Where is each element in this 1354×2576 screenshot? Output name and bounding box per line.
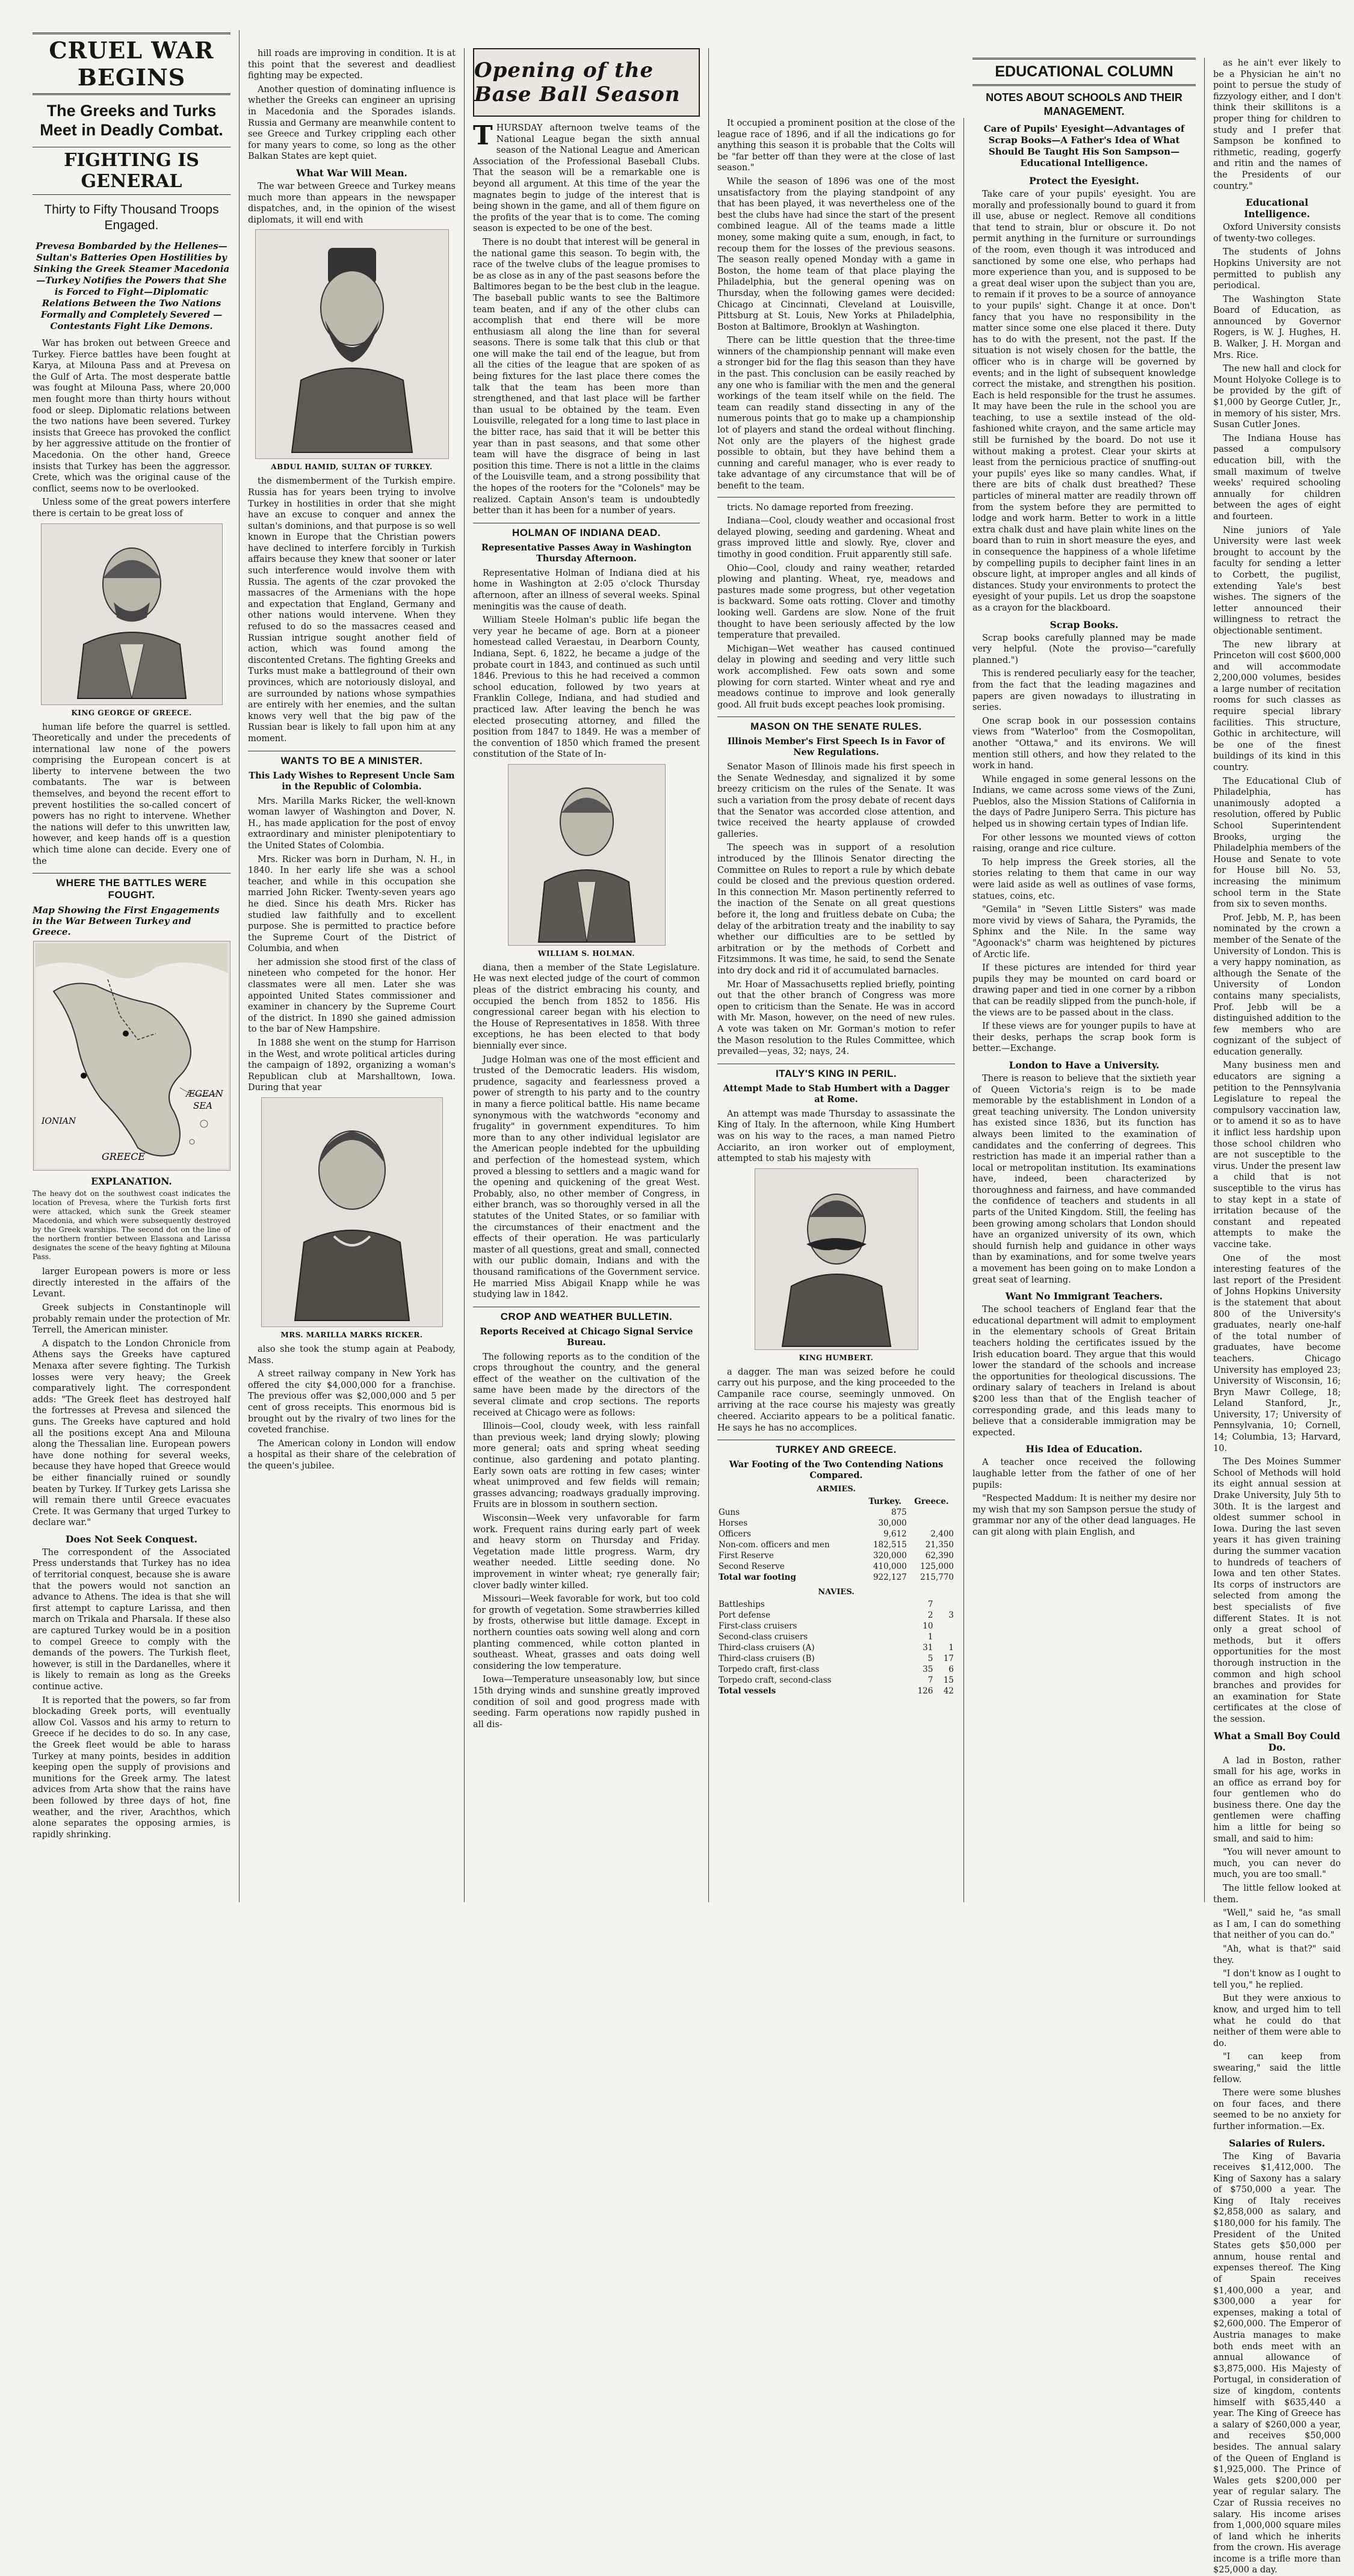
portrait-holman (508, 764, 666, 946)
table-cell-label: Third-class cruisers (B) (717, 1653, 905, 1664)
navies-table (717, 1599, 955, 1696)
head-crop-weather: CROP AND WEATHER BULLETIN. (473, 1307, 700, 1323)
table-cell-greece: 62,390 (908, 1550, 955, 1561)
paragraph: There is reason to believe that the sixtieth year of Queen Victoria's reign is to be made memorable by the establishment in London of a great teaching university. The London university has existed since 1836, but its function has always been limited to the examination of candidates and the conferring of degrees. This restriction has made it an imperial rather than a local or metropolitan institution. Its examinations have, indeed, been characterized by thoroughness and fairness, and have commanded the confidence of teachers and students in all parts of the United Kingdom. Still, the feeling has been growing among scholars that London should have an organized university of its own, which should furnish help and guidance in other ways than by examinations, and for some twelve years a movement has been going on to make London a great seat of learning. (972, 1073, 1196, 1286)
table-cell-turkey: 182,515 (862, 1539, 908, 1550)
paragraph: The Des Moines Summer School of Methods will hold its eight annual session at Drake University, July 5th to 30th. It is the largest and oldest summer school in Iowa. During the last seven years it has given training during the summer vacation to hundreds of teachers of Iowa and ten other States. Its corps of instructors are selected from among the best specialists of five different States. It is not only a great school of methods, but it offers opportunities for the most thorough instruction in the common and high school branches and provides for an examination for State certificates at the close of the session. (1213, 1456, 1341, 1725)
paragraph: "Gemila" in "Seven Little Sisters" was made more vivid by views of Sahara, the Pyramids, the Sphinx and the Nile. In the same way "Agoonack's" charm was heightened by pictures of Arctic life. (972, 904, 1196, 960)
table-row (717, 1632, 955, 1642)
paragraph: hill roads are improving in condition. It is at this point that the severest and deadliest fighting may be expected. (248, 48, 456, 82)
map-label: GREECE (102, 1151, 145, 1162)
deck-minister: This Lady Wishes to Represent Uncle Sam in the Republic of Colombia. (248, 771, 456, 792)
portrait-illustration-icon (66, 530, 198, 698)
table-cell-greece (908, 1518, 955, 1529)
paragraph: The Indiana House has passed a compulsory education bill, with the small maximum of twelve weeks' required schooling annually for children between the ages of eight and fourteen. (1213, 433, 1341, 523)
total-turkey: 922,127 (862, 1572, 908, 1583)
paragraph: Nine juniors of Yale University were last week brought to account by the faculty for sending a letter to Corbett, the pugilist, extending Yale's best wishes. The signers of the letter announced their willingness to retract the objectionable sentiment. (1213, 525, 1341, 637)
table-col-turkey: Turkey. (862, 1496, 908, 1507)
portrait-king-humbert (755, 1168, 918, 1350)
paragraph: If these views are for younger pupils to have at their desks, perhaps the scrap book form is better.—Exchange. (972, 1021, 1196, 1055)
head-where-battles: WHERE THE BATTLES WERE FOUGHT. (32, 873, 230, 901)
head-holman: HOLMAN OF INDIANA DEAD. (473, 523, 700, 539)
portrait-abdul-hamid (255, 229, 449, 459)
paragraph: Illinois—Cool, cloudy week, with less rainfall than previous week; land drying slowly; plowing more general; oats and spring wheat seeding continue, also gardening and potato planting. Early sown oats are rotting in few cases; winter wheat unimproved and few fields will remain; grasses advancing; roadways gradually improving. Fruits are in blossom in southern section. (473, 1421, 700, 1511)
paragraph: The American colony in London will endow a hospital as their share of the celebration of the queen's jubilee. (248, 1438, 456, 1472)
map-explanation: The heavy dot on the southwest coast indicates the location of Prevesa, where the Turkish forts first were attacked, which sunk the Greek steamer Macedonia, and which were subsequently destroyed by the Greek warships. The second dot on the line of the northern frontier between Elassona and Larissa designates the scene of the heavy fighting at Milouna Pass. (32, 1189, 230, 1262)
paragraph: Mrs. Ricker was born in Durham, N. H., in 1840. In her early life she was a school teacher, and while in this occupation she married John Ricker. Twenty-seven years ago he died. Since his death Mrs. Ricker has studied law faithfully and to excellent purpose. She is permitted to practice before the Supreme Court of the District of Columbia, and when (248, 854, 456, 955)
headline-cruel-war: CRUEL WAR BEGINS (32, 32, 230, 95)
map-greece-turkey (33, 941, 230, 1171)
head-salaries: Salaries of Rulers. (1213, 2137, 1341, 2149)
deck-turkey-greece: War Footing of the Two Contending Nations Compared. (717, 1459, 955, 1481)
table-cell-greece: 3 (934, 1610, 955, 1621)
paragraph: An attempt was made Thursday to assassinate the King of Italy. In the afternoon, while King Humbert was on his way to the races, a man named Pietro Acciarito, an iron worker out of employment, attempted to stab his majesty with (717, 1109, 955, 1165)
table-cell-turkey: 35 (905, 1664, 934, 1675)
portrait-illustration-icon (527, 768, 647, 942)
paragraph: The King of Bavaria receives $1,412,000. The King of Saxony has a salary of $750,000 a year. The King of Italy receives $2,858,000 as salary, and $180,000 for his family. The President of the United States gets $50,000 per annum, house rental and expenses thereof. The King of Spain receives $1,400,000 a year, and $300,000 a year for expenses, making a total of $2,600,000. The Emperor of Austria manages to make both ends meet with an annual allowance of $3,875,000. His Majesty of Portugal, in consideration of size of kingdom, contents himself with $635,440 a year. The King of Greece has a salary of $260,000 a year, and receives $50,000 besides. The annual salary of the Queen of England is $1,925,000. The Prince of Wales gets $200,000 per year of regular salary. The Czar of Russia receives no salary. His income arises from 1,000,000 square miles of land which he inherits from the crown. His average income is a trifle more than $25,000 a day. (1213, 2151, 1341, 2576)
table-cell-greece: 125,000 (908, 1561, 955, 1572)
paragraph: Senator Mason of Illinois made his first speech in the Senate Wednesday, and signalized it by some breezy criticism on the rules of the Senate. It was such a variation from the prosy debate of recent days that the Senator was accorded close attention, and twice received the hearty applause of crowded galleries. (717, 762, 955, 840)
paragraph: One of the most interesting features of the last report of the President of Johns Hopkins University is the statement that about 800 of the University's graduates, nearly one-half of the total number of graduates, have become teachers. Chicago University has employed 23; University of Wisconsin, 16; Bryn Mawr College, 18; Leland Stanford, Jr., University, 17; University of Pennsylvania, 10; Cornell, 14; Columbia, 13; Harvard, 10. (1213, 1253, 1341, 1455)
paragraph: The school teachers of England fear that the educational department will admit to employment in the elementary schools of Great Britain teachers holding the certificates issued by the Irish education board. They argue that this would lower the standard of the schools and increase the opportunities for theological discussions. The ordinary salary of teachers in Ireland is about $200 less than that of the English teacher of corresponding grade, and this leads many to believe that a considerable immigration may be expected. (972, 1304, 1196, 1438)
portrait-king-george (41, 523, 223, 705)
deck-mason: Illinois Member's First Speech Is in Favor of New Regulations. (717, 736, 955, 758)
column-3 (465, 48, 709, 1902)
table-cell-turkey: 9,612 (862, 1529, 908, 1539)
armies-table (717, 1496, 955, 1583)
table-row (717, 1642, 955, 1653)
paragraph: The war between Greece and Turkey means much more than appears in the newspaper dispatches, and, in the opinion of the wisest diplomats, it will end with (248, 181, 456, 226)
table-cell-greece: 17 (934, 1653, 955, 1664)
table-cell-greece: 6 (934, 1664, 955, 1675)
paragraph: Michigan—Wet weather has caused continued delay in plowing and seeding and very little such work accomplished. Few oats sown and some plowing for corn started. Winter wheat and rye and meadows continue to improve and look generally good. All fruit buds except peaches look promising. (717, 644, 955, 711)
table-cell-greece: 2,400 (908, 1529, 955, 1539)
table-cell-label: Second-class cruisers (717, 1632, 905, 1642)
paragraph: The Educational Club of Philadelphia, has unanimously adopted a resolution, offered by Public School Superintendent Brooks, urging the Philadelphia members of the House and Senate to vote for House bill No. 53, increasing the minimum school term in the State from six to seven months. (1213, 776, 1341, 910)
deck-crop-weather: Reports Received at Chicago Signal Service Bureau. (473, 1327, 700, 1348)
subhead-greeks-turks: The Greeks and Turks Meet in Deadly Combat. (32, 101, 230, 140)
table-cell-turkey: 1 (905, 1632, 934, 1642)
deck-holman: Representative Passes Away in Washington Thursday Afternoon. (473, 543, 700, 564)
table-cell-greece: 15 (934, 1675, 955, 1686)
paragraph: The speech was in support of a resolution introduced by the Illinois Senator directing the Committee on Rules to report a rule by which debate could be closed and the previous question ordered. In this connection Mr. Mason pertinently referred to the inaction of the Senate on all great questions before it, the long and fruitless debate on Cuba; the delay of the arbitration treaty and the inability to say whether our difficulties are to be settled by arbitration or by the methods of Corbett and Fitzsimmons. It was time, he said, to send the Senate into dry dock and rid it of accumulated barnacles. (717, 842, 955, 976)
paragraph: Take care of your pupils' eyesight. You are morally and professionally bound to guard it from ill use, abuse or neglect. Remove all conditions that tend to strain, blur or obscure it. Do not permit anything in the furniture or surroundings of the room, even though it was introduced and sanctioned by some one else, who perhaps had more experience than you, and is supposed to be a great deal wiser upon the subject than you are, to remain if it proves to be a source of annoyance to your pupils' sight. Change it at once. Don't fancy that you have no responsibility in the matter since some one else placed it there. Duty has to do with the present, not the past. If the situation is not wisely chosen for the battle, the officer who is in charge will be governed by events; and in the light of subsequent knowledge correct the mistake, and strengthen his position. Each is held responsible for the trust he assumes. It may have been the rule in the school you are teaching, to use a sextile instead of the old-fashioned white crayon, and the same article may still be furnished by the board. Do not use it without making a protest. Clear your skirts at least from the pernicious practice of snuffing-out your pupils' eyes like so many candles. What, if there are bits of chalk dust breathed? These particles of mineral matter are readily thrown off from the system before they are permitted to lodge and work harm. Better to work in a little extra chalk dust and have plain white lines on the board than to ruin in short measure the eyes, and in consequence the happiness of a whole lifetime by compelling pupils to decipher faint lines in an obscure light, at improper angles and all kinds of distances. Study your environments to protect the eyesight of your pupils. Let us drop the soapstone as a crayon for the blackboard. (972, 189, 1196, 614)
paragraph: "Respected Maddum: It is neither my desire nor my wish that my son Sampson persue the study of grammar nor any of the other dead languages. He can git along with plain English, and (972, 1493, 1196, 1538)
paragraph: War has broken out between Greece and Turkey. Fierce battles have been fought at Karya, at Milouna Pass and at Prevesa on the Gulf of Arta. The most desperate battle was fought at Milouna Pass, where 20,000 men fought more than thirty hours without food or sleep. Diplomatic relations between the two nations have been severed. Turkey insists that Greece has provoked the conflict by her aggressive attitude on the frontier of Macedonia. On the other hand, Greece insists that Turkey has been the aggressor. Crete, which was the original cause of the conflict, seems now to be overlooked. (32, 338, 230, 495)
paragraph: It is reported that the powers, so far from blockading Greek ports, will eventually allow Col. Vassos and his army to return to Greece if he decides to do so. In any case, the Greek fleet would be able to harass Turkey at many points, besides in addition keeping open the supply of provisions and munitions for the Greek army. The latest advices from Arta show that the rains have been followed by three days of hot, fine weather, and the river, Arachthos, which alone separates the opposing armies, is rapidly shrinking. (32, 1695, 230, 1841)
navies-head: NAVIES. (717, 1588, 955, 1597)
table-cell-turkey: 2 (905, 1610, 934, 1621)
table-cell-label: Battleships (717, 1599, 905, 1610)
head-small-boy: What a Small Boy Could Do. (1213, 1730, 1341, 1753)
table-cell-turkey: 7 (905, 1599, 934, 1610)
table-cell-label: Non-com. officers and men (717, 1539, 862, 1550)
total-label: Total vessels (717, 1686, 905, 1696)
table-cell-label: Port defense (717, 1610, 905, 1621)
paragraph: Wisconsin—Week very unfavorable for farm work. Frequent rains during early part of week and heavy storm on Thursday and Friday. Vegetation made little progress. Warm, dry weather needed. Little seeding done. No improvement in winter wheat; rye generally fair; clover badly winter killed. (473, 1513, 700, 1591)
map-label: SEA (193, 1100, 212, 1111)
head-eyesight: Protect the Eyesight. (972, 175, 1196, 186)
total-label: Total war footing (717, 1572, 862, 1583)
paragraph: But they were anxious to know, and urged him to tell what he could do that neither of them were able to do. (1213, 1993, 1341, 2049)
paragraph: Prof. Jebb, M. P., has been nominated by the crown a member of the Senate of the University of London. This is a very happy nomination, as although the Senate of the University of London contains many specialists, Prof. Jebb will be a distinguished addition to the few members who are cognizant of the subject of education generally. (1213, 913, 1341, 1058)
table-row (717, 1610, 955, 1621)
map-label: IONIAN (41, 1117, 76, 1126)
deck-italy-king: Attempt Made to Stab Humbert with a Dagger at Rome. (717, 1083, 955, 1105)
table-cell-turkey: 31 (905, 1642, 934, 1653)
map-illustration-icon (36, 943, 228, 1168)
column-2 (240, 48, 465, 1902)
paragraph: "You will never amount to much, you can never do much, you are too small." (1213, 1847, 1341, 1881)
paragraph: as he ain't ever likely to be a Physician he ain't no point to persue the study of fizzyology either, and I don't think their skillitons is a proper thing for children to study and I prefer that Sampson be konfined to rithmetic, reading, gogerfy and ritin and the names of the Presidents of our country." (1213, 58, 1341, 192)
portrait-illustration-icon (773, 1172, 900, 1346)
table-total-row (717, 1572, 955, 1583)
paragraph: There is no doubt that interest will be general in the national game this season. To begin with, the race of the twelve clubs of the league promises to be as close as in any of the past seasons before the Baltimores began to be the best club in the league. The baseball public wants to see the Baltimore team beaten, and if any of the other clubs can accomplish that end there will be more enthusiasm all along the line than for several seasons. There is some talk that this club or that one will make the tail end of the league, but from all the cities of the league that are spoken of as being fixtures for the last place there comes the talk that the team has been more than strengthened, and that last place will be farther than usual to be obtained by the team. Even Louisville, relegated for a long time to last place in the bitter race, has said that it will be better this year than in past seasons, and that some other team will have the disgrace of being in last position this time. There is not a little in the claims of the Louisville team, and a strong possibility that the hopes of the rooters for the "Colonels" may be realized. Captain Anson's team is undoubtedly better than it has been for a number of years. (473, 237, 700, 517)
portrait-marilla-ricker (261, 1097, 443, 1327)
paragraph: Many business men and educators are signing a petition to the Pennsylvania Legislature to repeal the compulsory vaccination law, or to amend it so as to have it inflict less hardship upon those school children who are not susceptible to the virus. Under the present law a child that is not susceptible to the virus has to stay kept in a state of irritation because of the constant and repeated attempts to make the vaccine take. (1213, 1060, 1341, 1250)
paragraph: a dagger. The man was seized before he could carry out his purpose, and the king proceeded to the Campanile race course, seemingly unmoved. On arriving at the race course his majesty was greatly cheered. Acciarito appears to be a political fanatic. He says he has no accomplices. (717, 1367, 955, 1434)
paragraph: There were some blushes on four faces, and there seemed to be no anxiety for further information.—Ex. (1213, 2088, 1341, 2132)
table-header-row (717, 1496, 955, 1507)
paragraph: Greek subjects in Constantinople will probably remain under the protection of Mr. Terrell, the American minister. (32, 1302, 230, 1336)
paragraph: her admission she stood first of the class of nineteen who competed for the honor. Her classmates were all men. Later she was appointed United States commissioner and examiner in chancery by the Supreme Court of the district. In 1890 she gained admission to the bar of New Hampshire. (248, 957, 456, 1035)
caption-marilla-ricker: MRS. MARILLA MARKS RICKER. (248, 1331, 456, 1339)
portrait-illustration-icon (280, 236, 424, 452)
column-6 (1205, 58, 1349, 1902)
paragraph: There can be little question that the three-time winners of the championship pennant will make even a stronger bid for the flag this season than they have in the past. This conclusion can be easily reached by any one who is familiar with the men and the general workings of the team itself while on the field. The team can readily stand dissecting in any of the numerous points that go to make up a championship lot of players and stand the ordeal without flinching. Not only are the players of the highest grade possible to obtain, but they have behind them a cunning and careful manager, who is ever ready to take advantage of any circumstance that will be of benefit to the team. (717, 335, 955, 491)
table-cell-greece (934, 1599, 955, 1610)
paragraph: "Ah, what is that?" said they. (1213, 1944, 1341, 1966)
table-total-row (717, 1686, 955, 1696)
paragraph: The little fellow looked at them. (1213, 1883, 1341, 1905)
table-row (717, 1599, 955, 1610)
table-cell-greece: 1 (934, 1642, 955, 1653)
paragraph: larger European powers is more or less directly interested in the affairs of the Levant. (32, 1266, 230, 1300)
educational-deck: Care of Pupils' Eyesight—Advantages of Scrap Books—A Father's Idea of What Should Be Taught His Son Sampson—Educational Intelligence. (972, 123, 1196, 169)
paragraph: The following reports as to the condition of the crops throughout the country, and the general effect of the weather on the cultivation of the same have been made by the directors of the several climate and crop sections. The reports received at Chicago were as follows: (473, 1352, 700, 1419)
paragraph: also she took the stump again at Peabody, Mass. (248, 1344, 456, 1366)
map-expl-head: EXPLANATION. (32, 1176, 230, 1187)
table-cell-turkey: 5 (905, 1653, 934, 1664)
caption-holman: WILLIAM S. HOLMAN. (473, 949, 700, 958)
war-deck: Prevesa Bombarded by the Hellenes—Sultan's Batteries Open Hostilities by Sinking the Greek Steamer Macedonia—Turkey Notifies the Powers that She is Forced to Fight—Diplomatic Relations Between the Two Nations Formally and Completely Severed — Contestants Fight Like Demons. (32, 241, 230, 332)
paragraph: Representative Holman of Indiana died at his home in Washington at 2:05 o'clock Thursday afternoon, after an illness of several weeks. Spinal meningitis was the cause of death. (473, 568, 700, 612)
drop-cap: T (473, 124, 493, 148)
total-greece: 215,770 (908, 1572, 955, 1583)
paragraph: A teacher once received the following laughable letter from the father of one of her pupils: (972, 1457, 1196, 1491)
head-italy-king: ITALY'S KING IN PERIL. (717, 1064, 955, 1080)
paragraph: Judge Holman was one of the most efficient and trusted of the Democratic leaders. His wisdom, prudence, sagacity and fearlessness proved a power of strength to his party and to the country in many a fierce political battle. His name became synonymous with the watchwords "economy and frugality" in government expenditures. To him more than to any other individual legislator are the American people indebted for the upbuilding and perfection of the homestead system, which proved a blessing to settlers and a magic wand for the opening and quickening of the great West. Probably, also, no other member of Congress, in either branch, was so thoroughly versed in all the statutes of the United States, or so familiar with the circumstances of their enactment and the effects of their operation. He was particularly master of all questions, great and small, connected with our public domain, Indians and with the thousand ramifications of the Government service. He married Miss Abigail Knapp while he was studying law in 1842. (473, 1055, 700, 1301)
paragraph: The students of Johns Hopkins University are not permitted to publish any periodical. (1213, 247, 1341, 291)
paragraph: HURSDAY afternoon twelve teams of the National League began the sixth annual season of the National League and American Association of the Professional Baseball Clubs. That the season will be a remarkable one is beyond all argument. At this time of the year the magnates begin to judge of the interest that is being shown in the game, and all of them figure on the profits of the year that is to come. The coming season is expected to be one of the best. (473, 123, 700, 233)
table-cell-label: First-class cruisers (717, 1621, 905, 1632)
paragraph: Ohio—Cool, cloudy and rainy weather, retarded plowing and planting. Wheat, rye, meadows and pastures made some progress, but other vegetation is backward. Some oats rotting. Clover and timothy looking well. Gardens are slow. None of the fruit thought to have been seriously affected by the low temperature that prevailed. (717, 563, 955, 641)
banner-title: Opening of the Base Ball Season (474, 58, 699, 106)
caption-king-humbert: KING HUMBERT. (717, 1354, 955, 1362)
head-immigrant-teachers: Want No Immigrant Teachers. (972, 1290, 1196, 1302)
subhead-fighting-general: FIGHTING IS GENERAL (32, 147, 230, 195)
paragraph: To help impress the Greek stories, all the stories relating to them that came in our way were laid aside as well as outlines of vase forms, statues, coins, etc. (972, 857, 1196, 902)
paragraph: tricts. No damage reported from freezing. (717, 502, 955, 514)
caption-king-george: KING GEORGE OF GREECE. (32, 709, 230, 717)
table-cell-turkey: 320,000 (862, 1550, 908, 1561)
head-war-mean: What War Will Mean. (248, 167, 456, 179)
paragraph: Mrs. Marilla Marks Ricker, the well-known woman lawyer of Washington and Dover, N. H., has made application for the post of envoy extraordinary and minister plenipotentiary to the United States of Colombia. (248, 796, 456, 852)
paragraph: The correspondent of the Associated Press understands that Turkey has no idea of territorial conquest, because she is aware that the powers would not sanction an advance to Athens. The idea is that she will first attempt to capture Larissa, and then march on Trikala and Pharsala. If these also are captured Turkey would be in a position to compel Greece to comply with the demands of the powers. The Turkish fleet, however, is still in the Dardanelles, where it is likely to remain as long as the Greeks continue active. (32, 1547, 230, 1693)
table-cell-turkey: 10 (905, 1621, 934, 1632)
table-cell-greece (908, 1507, 955, 1518)
table-row (717, 1507, 955, 1518)
table-cell-turkey: 410,000 (862, 1561, 908, 1572)
column-5 (964, 58, 1205, 1902)
educational-column-head: EDUCATIONAL COLUMN (972, 58, 1196, 86)
table-cell-turkey: 7 (905, 1675, 934, 1686)
paragraph: diana, then a member of the State Legislature. He was next elected judge of the court of common pleas of the district embracing his county, and occupied the bench from 1852 to 1856. His congressional career began with his election to the House of Representatives in 1858. With three exceptions, he has been elected to that body biennially ever since. (473, 963, 700, 1052)
table-cell-label: Horses (717, 1518, 862, 1529)
table-cell-label: Third-class cruisers (A) (717, 1642, 905, 1653)
table-cell-label: Guns (717, 1507, 862, 1518)
table-row (717, 1529, 955, 1539)
divider (717, 497, 955, 498)
educational-subhead: NOTES ABOUT SCHOOLS AND THEIR MANAGEMENT. (972, 91, 1196, 119)
table-cell-turkey: 30,000 (862, 1518, 908, 1529)
table-cell-label: Second Reserve (717, 1561, 862, 1572)
table-cell-label: Officers (717, 1529, 862, 1539)
paragraph: A dispatch to the London Chronicle from Athens says the Greeks have captured Menaxa after severe fighting. The Turkish losses were very heavy; the Greek comparatively light. The correspondent adds: "The Greek fleet has destroyed half the fortresses at Prevesa and silenced the guns. The Greeks have captured and hold all the positions except Ana and Milouna along the Thessalian line. European powers have done nothing for several weeks, because they have hoped that Greece would be either financially ruined or soundly beaten by Turkey. If Turkey gets Larissa she will remain there until Greece evacuates Crete. It was Germany that urged Turkey to declare war." (32, 1339, 230, 1529)
table-cell-greece: 21,350 (908, 1539, 955, 1550)
paragraph: A street railway company in New York has offered the city $4,000,000 for a franchise. The previous offer was $2,000,000 and 5 per cent of gross receipts. This enormous bid is brought out by the rivalry of two lines for the coveted franchise. (248, 1369, 456, 1436)
paragraph: The Washington State Board of Education, as announced by Governor Rogers, is W. J. Hughes, H. B. Walker, J. H. Morgan and Mrs. Rice. (1213, 294, 1341, 362)
baseball-banner (473, 48, 700, 117)
head-london-university: London to Have a University. (972, 1059, 1196, 1071)
table-cell-greece (934, 1621, 955, 1632)
table-row (717, 1664, 955, 1675)
paragraph: Unless some of the great powers interfere there is certain to be great loss of (32, 497, 230, 519)
table-cell-greece (934, 1632, 955, 1642)
portrait-illustration-icon (286, 1104, 418, 1320)
paragraph: Iowa—Temperature unseasonably low, but since 15th drying winds and sunshine greatly improved condition of soil and good progress made with seeding. Farm operations now rapidly pushed in all dis- (473, 1674, 700, 1730)
total-turkey: 126 (905, 1686, 934, 1696)
paragraph: "I don't know as I ought to tell you," he replied. (1213, 1968, 1341, 1991)
paragraph: Missouri—Week favorable for work, but too cold for growth of vegetation. Some strawberries killed by frosts, otherwise but little damage. Except in northern counties oats sowing well along and corn planting commenced, while cotton planted in southeast. Wheat, grasses and oats doing well considering the low temperature. (473, 1594, 700, 1672)
paragraph: If these pictures are intended for third year pupils they may be mounted on card board or drawing paper and tied in one corner by a ribbon that can be readily slipped from the punch-hole, if the views are to be passed about in the class. (972, 963, 1196, 1018)
table-row (717, 1561, 955, 1572)
subhead-troops-engaged: Thirty to Fifty Thousand Troops Engaged. (32, 202, 230, 233)
paragraph: This is rendered peculiarly easy for the teacher, from the fact that the leading magazines and papers are given nowadays to illustrating in series. (972, 668, 1196, 713)
paragraph: A lad in Boston, rather small for his age, works in an office as errand boy for four gentlemen who do business there. One day the gentlemen were chaffing him a little for being so small, and said to him: (1213, 1755, 1341, 1845)
table-cell-label: Torpedo craft, first-class (717, 1664, 905, 1675)
paragraph: In 1888 she went on the stump for Harrison in the West, and wrote political articles during the campaign of 1892, organizing a woman's Republican club at Marshalltown, Iowa. During that year (248, 1038, 456, 1094)
paragraph: Another question of dominating influence is whether the Greeks can engineer an uprising in Macedonia and the Sporades islands. Russia and Germany are meanwhile content to see Greece and Turkey crippling each other for many years to come, so long as the other Balkan States are kept quiet. (248, 84, 456, 162)
column-4 (709, 118, 964, 1902)
armies-head: ARMIES. (717, 1485, 955, 1494)
total-greece: 42 (934, 1686, 955, 1696)
table-row (717, 1518, 955, 1529)
paragraph: The new library at Princeton will cost $600,000 and will accommodate 2,200,000 volumes, besides a large number of recitation rooms for such classes as require special library facilities. This structure, Gothic in architecture, will be one of the finest buildings of its kind in this country. (1213, 639, 1341, 774)
table-row (717, 1539, 955, 1550)
map-title: Map Showing the First Engagements in the War Between Turkey and Greece. (32, 905, 230, 937)
paragraph: Scrap books carefully planned may be made very helpful. (Note the proviso—"carefully planned.") (972, 633, 1196, 667)
paragraph: It occupied a prominent position at the close of the league race of 1896, and if all the indications go for anything this season it is probable that the Colts will be "far better off than they were at the close of last season." (717, 118, 955, 174)
paragraph: For other lessons we mounted views of cotton raising, orange and rice culture. (972, 833, 1196, 855)
paragraph: The new hall and clock for Mount Holyoke College is to be provided by the gift of $1,000 by George Cutler, Jr., in memory of his sister, Mrs. Susan Cutler Jones. (1213, 363, 1341, 431)
map-label: ÆGEAN (185, 1088, 224, 1099)
table-col-greece: Greece. (908, 1496, 955, 1507)
table-cell-label: First Reserve (717, 1550, 862, 1561)
head-scrap-books: Scrap Books. (972, 619, 1196, 630)
head-mason: MASON ON THE SENATE RULES. (717, 716, 955, 733)
paragraph: One scrap book in our possession contains views from "Waterloo" from the Cosmopolitan, another "Ottawa," and its environs. We will mention still others, and how they related to the work in hand. (972, 716, 1196, 772)
table-row (717, 1675, 955, 1686)
table-cell-turkey: 875 (862, 1507, 908, 1518)
table-cell-label: Torpedo craft, second-class (717, 1675, 905, 1686)
column-1 (24, 30, 240, 1902)
table-row (717, 1550, 955, 1561)
paragraph: Oxford University consists of twenty-two colleges. (1213, 222, 1341, 244)
paragraph: Indiana—Cool, cloudy weather and occasional frost delayed plowing, seeding and gardening. Wheat and grass improved little and slowly. Rye, clover and timothy in good condition. Fruit apparently still safe. (717, 516, 955, 560)
paragraph: "Well," said he, "as small as I am, I can do something that neither of you can do." (1213, 1908, 1341, 1941)
paragraph: While engaged in some general lessons on the Indians, we came across some views of the Zuni, Pueblos, also the Mission Stations of California in the days of Padre Junipero Serra. This picture has helped us in showing certain types of Indian life. (972, 774, 1196, 830)
table-row (717, 1653, 955, 1664)
head-minister: WANTS TO BE A MINISTER. (248, 751, 456, 767)
paragraph: human life before the quarrel is settled. Theoretically and under the precedents of international law none of the powers comprising the European concert is at liberty to intervene between the two combatants. The war is between themselves, and beyond the recent effort to prevent hostilities the so-called concert of powers has no right to intervene. Whether the nations will defer to this unwritten law, however, and keep hands off is a question which time alone can decide. Every one of the (32, 722, 230, 867)
paragraph: Mr. Hoar of Massachusetts replied briefly, pointing out that the other branch of Congress was more open to criticism than the Senate. He was in accord with Mr. Mason, however, on the need of new rules. A vote was taken on Mr. Gorman's motion to refer the Mason resolution to the Rules Committee, which prevailed—yeas, 32; nays, 24. (717, 979, 955, 1058)
head-turkey-greece: TURKEY AND GREECE. (717, 1440, 955, 1456)
head-conquest: Does Not Seek Conquest. (32, 1533, 230, 1545)
head-idea-education: His Idea of Education. (972, 1443, 1196, 1455)
paragraph: "I can keep from swearing," said the little fellow. (1213, 2051, 1341, 2085)
paragraph: William Steele Holman's public life began the very year he became of age. Born at a pioneer homestead called Veraestau, in Dearborn County, Indiana, Sept. 6, 1822, he became a judge of the probate court in 1843, and continued as such until 1846. Previous to this he had received a common school education, followed by two years at Franklin College, Indiana, and had studied and practiced law. After leaving the bench he was elected prosecuting attorney, and filled the position from 1847 to 1849. He was a member of the convention of 1850 which framed the present constitution of the State of In- (473, 615, 700, 760)
head-educational-intelligence: Educational Intelligence. (1213, 197, 1341, 220)
table-row (717, 1621, 955, 1632)
caption-abdul-hamid: ABDUL HAMID, SULTAN OF TURKEY. (248, 463, 456, 471)
paragraph: the dismemberment of the Turkish empire. Russia has for years been trying to involve Turkey in hostilities in order that she might have an excuse to conquer and annex the sultan's dominions, and that purpose is so well known in Europe that the Christian powers have declined to interfere forcibly in Turkish affairs because they knew that sooner or later such interference would involve them with Russia. The agents of the czar provoked the massacres of the Armenians with the hope and expectation that England, Germany and other nations would intervene. When they refused to do so the massacres ceased and Russian intrigue sought another field of action, which was found among the discontented Cretans. The fighting Greeks and Turks must make a battleground of their own provinces, which are notoriously disloyal, and are surrounded by nations whose sympathies are entirely with her enemies, and the sultan knows very well that the big paw of the Russian bear is likely to fall upon him at any moment. (248, 476, 456, 744)
paragraph: While the season of 1896 was one of the most unsatisfactory from the playing standpoint of any that has been played, it was nevertheless one of the best the clubs have had since the start of the present combined league. All of the teams made a little money, some making quite a sum, enough, in fact, to recoup them for the losses of the previous seasons. The season really opened Monday with a game in Boston, the home team of that place playing the Philadelphia, but the general opening was on Thursday, when the following games were decided: Chicago at Cincinnati, Cleveland at Louisville, Pittsburg at St. Louis, New Yorks at Philadelphia, Boston at Baltimore, Brooklyn at Washington. (717, 176, 955, 333)
